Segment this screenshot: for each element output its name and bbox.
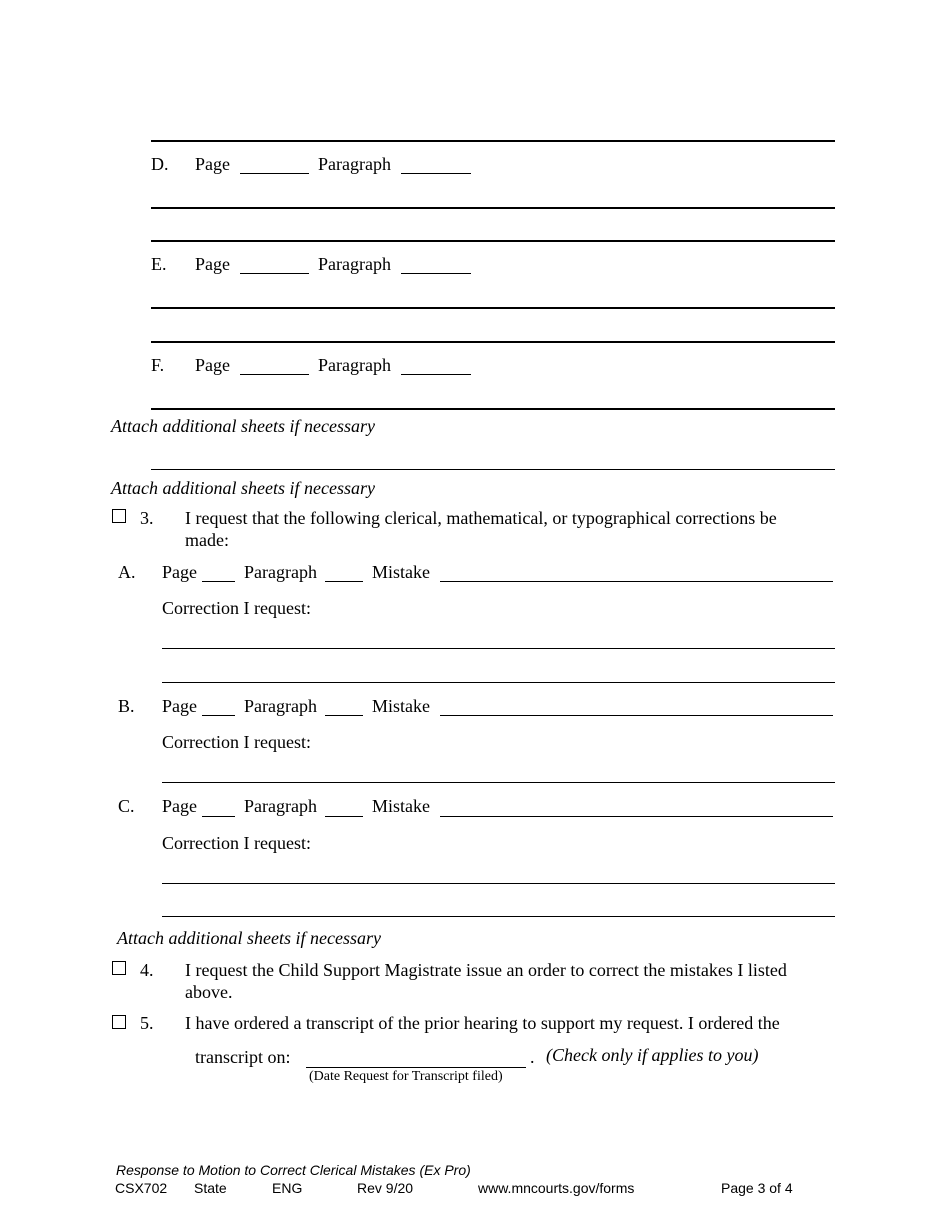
item-3-text-cont: made: xyxy=(185,530,229,550)
divider-line xyxy=(151,140,835,142)
paragraph-label: Paragraph xyxy=(318,154,391,174)
mistake-field[interactable] xyxy=(440,581,833,582)
page-label: Page xyxy=(195,254,230,274)
item-4-text: I request the Child Support Magistrate issue an order to correct the mistakes I listed xyxy=(185,960,787,980)
page-label: Page xyxy=(195,154,230,174)
paragraph-number-field[interactable] xyxy=(401,374,471,375)
check-note: (Check only if applies to you) xyxy=(546,1045,759,1065)
divider-line xyxy=(151,341,835,343)
item-4-checkbox[interactable] xyxy=(112,961,126,975)
paragraph-number-field[interactable] xyxy=(325,816,363,817)
website-link[interactable]: www.mncourts.gov/forms xyxy=(478,1180,635,1196)
answer-line[interactable] xyxy=(151,408,835,410)
item-4-text-cont: above. xyxy=(185,982,233,1002)
mistake-label: Mistake xyxy=(372,696,430,716)
answer-line[interactable] xyxy=(151,207,835,209)
page-number-field[interactable] xyxy=(240,374,309,375)
answer-line[interactable] xyxy=(151,469,835,470)
jurisdiction: State xyxy=(194,1180,227,1196)
correction-line[interactable] xyxy=(162,648,835,649)
page-number-field[interactable] xyxy=(202,816,235,817)
paragraph-number-field[interactable] xyxy=(401,273,471,274)
form-code: CSX702 xyxy=(115,1180,168,1196)
section-letter: E. xyxy=(151,254,167,274)
page-number-field[interactable] xyxy=(240,173,309,174)
paragraph-label: Paragraph xyxy=(318,355,391,375)
correction-line[interactable] xyxy=(162,682,835,683)
item-5-text: I have ordered a transcript of the prior hearing to support my request. I ordered the xyxy=(185,1013,780,1033)
attach-note: Attach additional sheets if necessary xyxy=(111,416,375,436)
transcript-date-field[interactable] xyxy=(306,1067,526,1068)
correction-line[interactable] xyxy=(162,916,835,917)
page-number-field[interactable] xyxy=(202,581,235,582)
item-3-checkbox[interactable] xyxy=(112,509,126,523)
correction-letter: C. xyxy=(118,796,135,816)
correction-line[interactable] xyxy=(162,782,835,783)
page-number-field[interactable] xyxy=(240,273,309,274)
answer-line[interactable] xyxy=(151,307,835,309)
paragraph-label: Paragraph xyxy=(244,696,317,716)
item-number: 3. xyxy=(140,508,154,528)
page-number: Page 3 of 4 xyxy=(721,1180,793,1196)
paragraph-number-field[interactable] xyxy=(325,581,363,582)
item-3-text: I request that the following clerical, mathematical, or typographical corrections be xyxy=(185,508,777,528)
paragraph-number-field[interactable] xyxy=(401,173,471,174)
mistake-label: Mistake xyxy=(372,562,430,582)
mistake-label: Mistake xyxy=(372,796,430,816)
page-label: Page xyxy=(162,796,197,816)
mistake-field[interactable] xyxy=(440,816,833,817)
language: ENG xyxy=(272,1180,303,1196)
paragraph-label: Paragraph xyxy=(318,254,391,274)
item-number: 4. xyxy=(140,960,154,980)
correction-letter: A. xyxy=(118,562,136,582)
item-5-checkbox[interactable] xyxy=(112,1015,126,1029)
divider-line xyxy=(151,240,835,242)
paragraph-number-field[interactable] xyxy=(325,715,363,716)
attach-note: Attach additional sheets if necessary xyxy=(117,928,381,948)
mistake-field[interactable] xyxy=(440,715,833,716)
item-number: 5. xyxy=(140,1013,154,1033)
page-label: Page xyxy=(162,696,197,716)
correction-label: Correction I request: xyxy=(162,598,311,618)
page-label: Page xyxy=(195,355,230,375)
period: . xyxy=(530,1047,535,1067)
correction-line[interactable] xyxy=(162,883,835,884)
date-caption: (Date Request for Transcript filed) xyxy=(309,1069,503,1084)
paragraph-label: Paragraph xyxy=(244,562,317,582)
correction-label: Correction I request: xyxy=(162,833,311,853)
footer-title: Response to Motion to Correct Clerical Mistakes (Ex Pro) xyxy=(116,1162,471,1178)
page-number-field[interactable] xyxy=(202,715,235,716)
attach-note: Attach additional sheets if necessary xyxy=(111,478,375,498)
transcript-label: transcript on: xyxy=(195,1047,291,1067)
paragraph-label: Paragraph xyxy=(244,796,317,816)
revision: Rev 9/20 xyxy=(357,1180,414,1196)
correction-label: Correction I request: xyxy=(162,732,311,752)
section-letter: F. xyxy=(151,355,165,375)
page-label: Page xyxy=(162,562,197,582)
section-letter: D. xyxy=(151,154,169,174)
correction-letter: B. xyxy=(118,696,135,716)
